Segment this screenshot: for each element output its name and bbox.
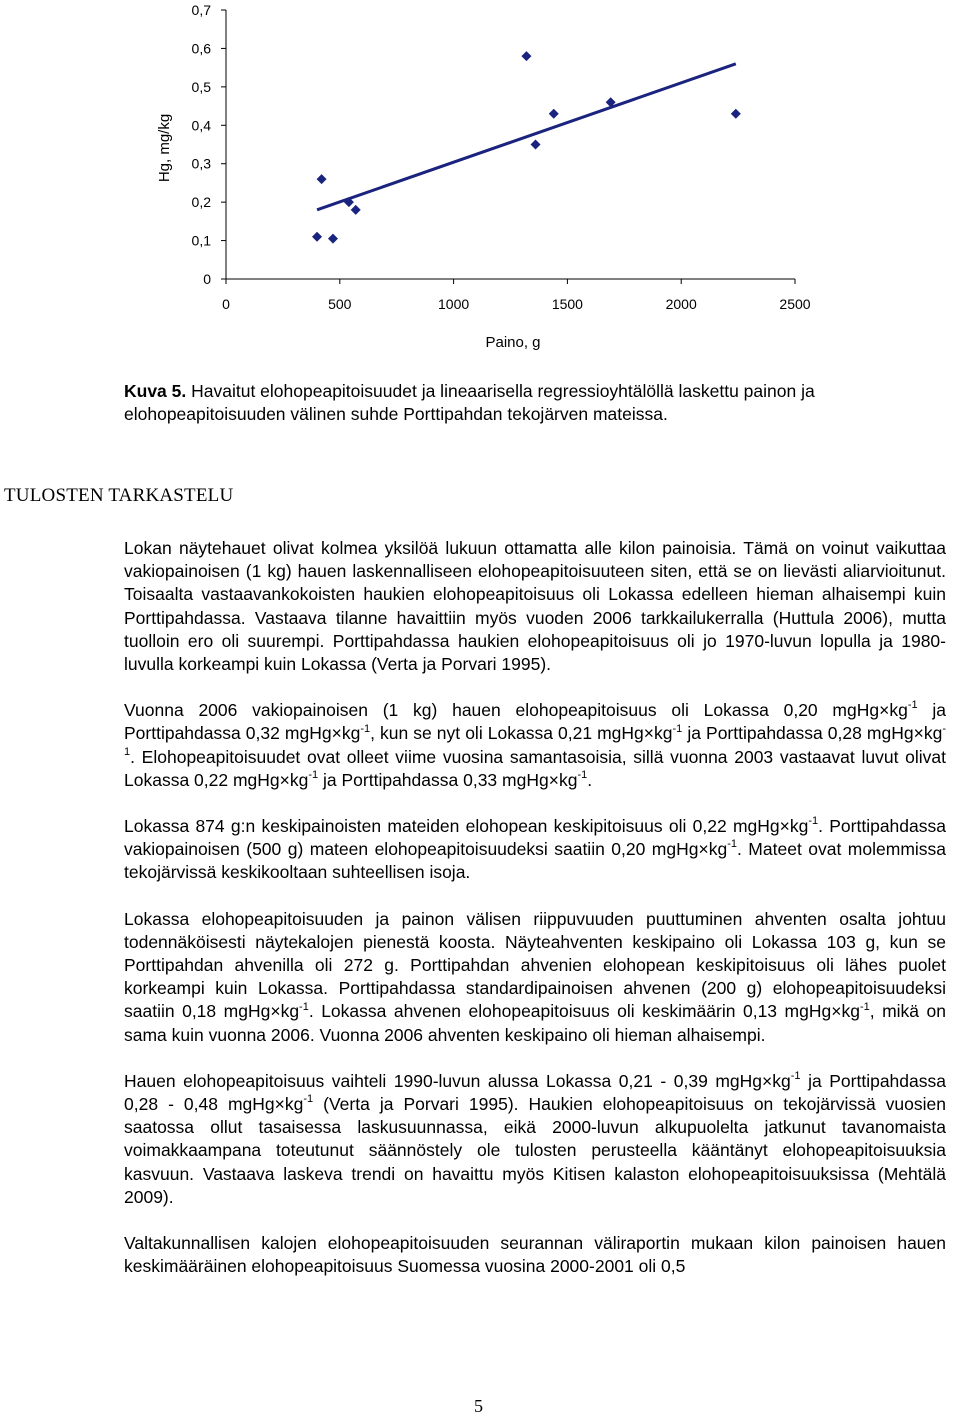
times-sign: × bbox=[779, 816, 790, 837]
text-run: . bbox=[587, 769, 593, 790]
text-run: ja Porttipahdassa 0,32 mgHg bbox=[124, 700, 947, 744]
times-sign: × bbox=[698, 839, 709, 860]
text-run: kg bbox=[284, 1094, 304, 1115]
y-tick-label: 0,2 bbox=[191, 194, 211, 211]
x-tick-label: 1000 bbox=[438, 296, 470, 312]
paragraph-1: Lokan näytehauet olivat kolmea yksilöä lukuun ottamatta alle kilon painoisia. Tämä on voinut vaikuttaa vakiopainoisen (1 kg) hauen laskennalliseen elohopeapitoisuuteen siten, että se on lievästi aliarvioitunut. Toisaalta vastaavankokoisten haukien elohopeapitoisuus oli Lokassa edelleen hieman alhaisempi kuin Porttipahdassa. Vastaava tilanne havaittiin myös vuoden 2006 tarkkailukerralla (Huttula 2006), mutta tuolloin ero oli suurempi. Porttipahdassa haukien elohopeapitoisuus oli jo 1970-luvun lopulla ja 1980-luvulla korkeampi kuin Lokassa (Verta ja Porvari 1995). bbox=[124, 538, 946, 675]
paragraph-2 bbox=[124, 699, 946, 792]
y-tick-label: 0,7 bbox=[191, 2, 211, 18]
superscript: -1 bbox=[308, 769, 319, 781]
text-run: , mikä on sama kuin vuonna 2006. Vuonna 2006 ahventen keskipaino oli hieman alhaisempi. bbox=[124, 1001, 946, 1045]
data-point bbox=[731, 109, 741, 119]
text-run: kg bbox=[923, 723, 943, 744]
y-tick-label: 0,1 bbox=[191, 232, 211, 249]
times-sign: × bbox=[762, 1070, 773, 1091]
y-tick-label: 0,4 bbox=[191, 117, 211, 134]
text-run: kg bbox=[289, 769, 309, 790]
figure-caption bbox=[124, 380, 944, 426]
x-tick-label: 0 bbox=[222, 296, 230, 312]
x-tick-label: 1500 bbox=[551, 296, 583, 312]
y-tick-label: 0 bbox=[203, 271, 211, 287]
superscript: -1 bbox=[124, 722, 946, 758]
times-sign: × bbox=[331, 723, 342, 744]
text-run: ja Porttipahdassa 0,28 mgHg bbox=[682, 723, 914, 744]
superscript: -1 bbox=[808, 815, 819, 828]
text-run: kg bbox=[841, 1001, 860, 1022]
times-sign: × bbox=[274, 1094, 285, 1115]
data-point bbox=[351, 205, 361, 215]
superscript: -1 bbox=[727, 838, 737, 851]
caption-text: Havaitut elohopeapitoisuudet ja lineaarisella regressioyhtälöllä laskettu painon ja elohopeapitoisuuden välinen suhde Porttipahdan tekojärven mateissa. bbox=[124, 381, 815, 424]
times-sign: × bbox=[879, 700, 890, 721]
text-run: Vuonna 2006 vakiopainoisen (1 kg) hauen elohopeapitoisuus oli Lokassa 0,20 mgHg bbox=[124, 700, 880, 721]
superscript: -1 bbox=[577, 769, 588, 781]
x-tick-label: 2000 bbox=[665, 296, 697, 312]
text-run: Lokassa elohopeapitoisuuden ja painon välisen riippuvuuden puuttuminen ahventen osalta johtuu todennäköisesti näytekalojen pienestä koosta. Näyteahventen keskipaino oli Lokassa 103 g, kun se Porttipahdan ahvenilla oli 272 g. Porttipahdan ahvenien elohopean keskipitoisuus oli lähes puolet korkeampi kuin Lokassa. Porttipahdassa standardipainoisen ahvenen (200 g) elohopeapitoisuudeksi saatiin 0,18 mgHg bbox=[124, 908, 946, 1022]
text-run: kg bbox=[889, 700, 908, 721]
superscript: -1 bbox=[299, 1000, 309, 1013]
y-tick-label: 0,6 bbox=[191, 40, 211, 57]
x-tick-label: 2500 bbox=[779, 296, 811, 312]
text-run: kg bbox=[772, 1070, 791, 1091]
data-point bbox=[328, 234, 338, 244]
y-tick-label: 0,3 bbox=[191, 155, 211, 172]
superscript: -1 bbox=[907, 699, 918, 712]
text-run: . Mateet ovat molemmissa tekojärvissä keskikooltaan suhteellisen isoja. bbox=[124, 839, 947, 883]
data-point bbox=[531, 140, 541, 150]
superscript: -1 bbox=[859, 1000, 870, 1013]
text-run: kg bbox=[280, 1001, 300, 1022]
paragraph-4 bbox=[124, 908, 946, 1047]
times-sign: × bbox=[913, 723, 924, 744]
superscript: -1 bbox=[303, 1093, 314, 1106]
superscript: -1 bbox=[360, 722, 371, 735]
data-point bbox=[549, 109, 559, 119]
text-run: kg bbox=[341, 723, 361, 744]
text-run: (Verta ja Porvari 1995). Haukien elohopeapitoisuus on tekojärvissä vuosien saatossa ollut tasaisessa laskusuunnassa, eikä 2000-luvun alkupuolelta jatkunut tavanomaista voimakkaampana toteutunut säännöstely ole tulosten perusteella kääntänyt elohopeapitoisuuksia kasvuun. Vastaava laskeva trendi on havaittu myös Kitisen kalaston elohopeapitoisuuksissa (Mehtälä 2009). bbox=[124, 1094, 946, 1207]
text-run: Hauen elohopeapitoisuus vaihteli 1990-luvun alussa Lokassa 0,21 - 0,39 mgHg bbox=[124, 1070, 763, 1091]
text-run: . Porttipahdassa vakiopainoisen (500 g) mateen elohopeapitoisuudeksi saatiin 0,20 mgHg bbox=[124, 816, 946, 860]
superscript: -1 bbox=[672, 722, 683, 735]
text-run: kg bbox=[654, 723, 673, 744]
paragraph-3 bbox=[124, 815, 946, 885]
text-run: kg bbox=[789, 816, 809, 837]
body-text bbox=[124, 537, 946, 1301]
text-run: . Elohopeapitoisuudet ovat olleet viime vuosina samantasoisia, sillä vuonna 2003 vastaavat luvut olivat Lokassa 0,22 mgHg bbox=[124, 746, 946, 790]
page-number: 5 bbox=[474, 1396, 483, 1416]
data-point bbox=[317, 174, 327, 184]
times-sign: × bbox=[270, 1001, 281, 1022]
data-point bbox=[521, 51, 531, 61]
times-sign: × bbox=[643, 723, 655, 744]
scatter-chart bbox=[140, 0, 840, 360]
paragraph-6: Valtakunnallisen kalojen elohopeapitoisuuden seurannan väliraportin mukaan kilon painoisen hauen keskimääräinen elohopeapitoisuus Suomessa vuosina 2000-2001 oli 0,5 bbox=[124, 1233, 946, 1277]
superscript: -1 bbox=[790, 1070, 801, 1083]
text-run: . Lokassa ahvenen elohopeapitoisuus oli keskimäärin 0,13 mgHg bbox=[308, 1001, 832, 1022]
text-run: Lokassa 874 g:n keskipainoisten mateiden elohopean keskipitoisuus oli 0,22 mgHg bbox=[124, 816, 780, 837]
text-run: ja Porttipahdassa 0,28 - 0,48 mgHg bbox=[124, 1070, 946, 1115]
y-axis-label: Hg, mg/kg bbox=[156, 113, 173, 183]
text-run: kg bbox=[558, 769, 578, 790]
paragraph-5 bbox=[124, 1070, 946, 1209]
times-sign: × bbox=[831, 1001, 842, 1022]
text-run: ja Porttipahdassa 0,33 mgHg bbox=[318, 769, 549, 790]
section-heading: TULOSTEN TARKASTELU bbox=[4, 485, 234, 506]
x-tick-label: 500 bbox=[328, 296, 352, 312]
times-sign: × bbox=[548, 769, 559, 790]
caption-label: Kuva 5. bbox=[124, 381, 187, 401]
plot-area bbox=[192, 2, 811, 312]
text-run: kg bbox=[708, 839, 728, 860]
data-point bbox=[312, 232, 322, 242]
text-run: , kun se nyt oli Lokassa 0,21 mgHg bbox=[370, 723, 644, 744]
regression-line bbox=[317, 64, 736, 210]
times-sign: × bbox=[279, 769, 290, 790]
x-axis-label: Paino, g bbox=[485, 334, 541, 351]
y-tick-label: 0,5 bbox=[191, 78, 211, 95]
